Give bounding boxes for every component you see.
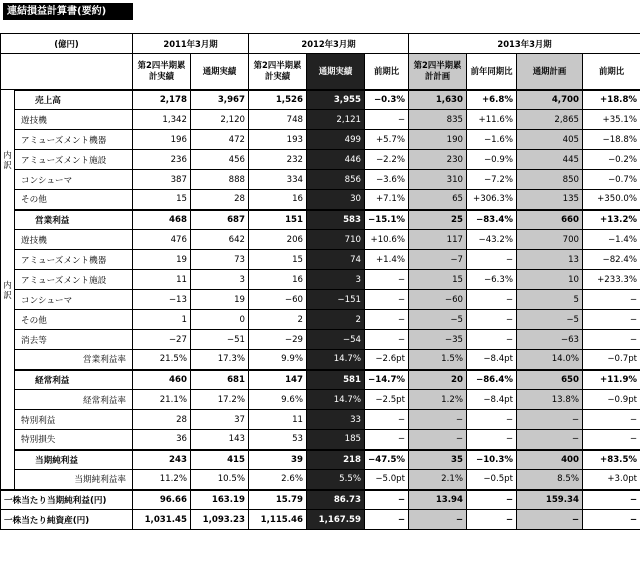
cell-value: 190: [409, 130, 467, 150]
cell-value: 17.3%: [191, 350, 249, 370]
row-label: 遊技機: [15, 110, 133, 130]
cell-value: 1.5%: [409, 350, 467, 370]
cell-value: −: [467, 490, 517, 510]
cell-value: 499: [307, 130, 365, 150]
cell-value: 19: [133, 250, 191, 270]
cell-value: 65: [409, 190, 467, 210]
cell-value: 243: [133, 450, 191, 470]
cell-value: 400: [517, 450, 583, 470]
cell-value: −63: [517, 330, 583, 350]
cell-value: 0: [191, 310, 249, 330]
side-blank: [1, 370, 15, 390]
cell-value: 28: [191, 190, 249, 210]
cell-value: 15: [409, 270, 467, 290]
cell-value: −2.5pt: [365, 390, 409, 410]
cell-value: 2,865: [517, 110, 583, 130]
table-row: [1, 290, 640, 310]
table-row: [1, 190, 640, 210]
cell-value: 5: [517, 290, 583, 310]
cell-value: 17.2%: [191, 390, 249, 410]
cell-value: 4,700: [517, 90, 583, 110]
cell-value: 30: [307, 190, 365, 210]
cell-value: 1: [133, 310, 191, 330]
cell-value: 1,093.23: [191, 510, 249, 530]
cell-value: +11.9%: [583, 370, 640, 390]
side-blank: [1, 350, 15, 370]
cell-value: −: [365, 430, 409, 450]
cell-value: −: [365, 490, 409, 510]
cell-value: −1.6%: [467, 130, 517, 150]
cell-value: −0.7pt: [583, 350, 640, 370]
cell-value: 21.5%: [133, 350, 191, 370]
col-2012-full-actual: 通期実績: [307, 54, 365, 90]
cell-value: 850: [517, 170, 583, 190]
cell-value: 460: [133, 370, 191, 390]
cell-value: −0.7%: [583, 170, 640, 190]
cell-value: 147: [249, 370, 307, 390]
cell-value: −60: [409, 290, 467, 310]
cell-value: 2,121: [307, 110, 365, 130]
cell-value: 232: [249, 150, 307, 170]
cell-value: −: [467, 510, 517, 530]
table-row: [1, 390, 640, 410]
table-row: [1, 250, 640, 270]
row-label: 一株当たり当期純利益(円): [1, 490, 133, 510]
col-2013-cum-plan: 第2四半期累計計画: [409, 54, 467, 90]
table-row: [1, 170, 640, 190]
cell-value: −: [583, 430, 640, 450]
cell-value: 14.0%: [517, 350, 583, 370]
cell-value: −0.3%: [365, 90, 409, 110]
cell-value: −: [409, 430, 467, 450]
cell-value: −0.9%: [467, 150, 517, 170]
cell-value: +306.3%: [467, 190, 517, 210]
cell-value: 16: [249, 270, 307, 290]
cell-value: 334: [249, 170, 307, 190]
cell-value: 445: [517, 150, 583, 170]
table-row: [1, 510, 640, 530]
cell-value: 835: [409, 110, 467, 130]
cell-value: 748: [249, 110, 307, 130]
row-label: 営業利益率: [15, 350, 133, 370]
breakdown-side-label: 内訳: [1, 110, 15, 210]
cell-value: 86.73: [307, 490, 365, 510]
table-row: [1, 270, 640, 290]
cell-value: −: [365, 510, 409, 530]
cell-value: −5: [409, 310, 467, 330]
cell-value: 16: [249, 190, 307, 210]
cell-value: +5.7%: [365, 130, 409, 150]
cell-value: +11.6%: [467, 110, 517, 130]
table-row: [1, 110, 640, 130]
cell-value: 19: [191, 290, 249, 310]
side-blank: [1, 430, 15, 450]
cell-value: 642: [191, 230, 249, 250]
cell-value: −: [583, 510, 640, 530]
cell-value: 700: [517, 230, 583, 250]
breakdown-side-label: 内訳: [1, 230, 15, 350]
fy2013-header: 2013年3月期: [409, 34, 640, 54]
cell-value: 15.79: [249, 490, 307, 510]
cell-value: 1,167.59: [307, 510, 365, 530]
cell-value: 13.94: [409, 490, 467, 510]
cell-value: 14.7%: [307, 350, 365, 370]
cell-value: +6.8%: [467, 90, 517, 110]
cell-value: 36: [133, 430, 191, 450]
row-label: 特別利益: [15, 410, 133, 430]
header-blank: [1, 54, 133, 90]
cell-value: 28: [133, 410, 191, 430]
row-label: 当期純利益率: [15, 470, 133, 490]
row-label: 当期純利益: [15, 450, 133, 470]
row-label: 売上高: [15, 90, 133, 110]
cell-value: −3.6%: [365, 170, 409, 190]
cell-value: −: [467, 250, 517, 270]
row-label: 経常利益率: [15, 390, 133, 410]
cell-value: −5.0pt: [365, 470, 409, 490]
cell-value: −: [517, 510, 583, 530]
cell-value: 3,955: [307, 90, 365, 110]
col-2013-full-plan: 通期計画: [517, 54, 583, 90]
cell-value: 14.7%: [307, 390, 365, 410]
cell-value: 1,630: [409, 90, 467, 110]
side-blank: [1, 450, 15, 470]
cell-value: +7.1%: [365, 190, 409, 210]
cell-value: −14.7%: [365, 370, 409, 390]
cell-value: 33: [307, 410, 365, 430]
cell-value: −5: [517, 310, 583, 330]
cell-value: 2,178: [133, 90, 191, 110]
side-blank: [1, 410, 15, 430]
cell-value: +35.1%: [583, 110, 640, 130]
table-row: [1, 490, 640, 510]
cell-value: 15: [133, 190, 191, 210]
cell-value: 1,526: [249, 90, 307, 110]
cell-value: 11.2%: [133, 470, 191, 490]
col-2012-yoy: 前期比: [365, 54, 409, 90]
cell-value: 218: [307, 450, 365, 470]
cell-value: 468: [133, 210, 191, 230]
cell-value: 2.1%: [409, 470, 467, 490]
table-row: [1, 330, 640, 350]
cell-value: −7: [409, 250, 467, 270]
cell-value: 185: [307, 430, 365, 450]
cell-value: −0.5pt: [467, 470, 517, 490]
cell-value: −18.8%: [583, 130, 640, 150]
cell-value: −86.4%: [467, 370, 517, 390]
col-2011-full-actual: 通期実績: [191, 54, 249, 90]
row-label: コンシューマ: [15, 290, 133, 310]
cell-value: −83.4%: [467, 210, 517, 230]
cell-value: −15.1%: [365, 210, 409, 230]
cell-value: 11: [133, 270, 191, 290]
cell-value: −: [467, 410, 517, 430]
cell-value: −: [409, 510, 467, 530]
cell-value: 39: [249, 450, 307, 470]
cell-value: 206: [249, 230, 307, 250]
cell-value: −6.3%: [467, 270, 517, 290]
cell-value: −: [365, 330, 409, 350]
cell-value: −: [365, 310, 409, 330]
row-label: 一株当たり純資産(円): [1, 510, 133, 530]
side-blank: [1, 390, 15, 410]
cell-value: −: [365, 410, 409, 430]
cell-value: 660: [517, 210, 583, 230]
cell-value: +10.6%: [365, 230, 409, 250]
cell-value: 1,115.46: [249, 510, 307, 530]
fy2012-header: 2012年3月期: [249, 34, 409, 54]
row-label: その他: [15, 190, 133, 210]
statement-title: 連結損益計算書(要約): [3, 3, 133, 20]
cell-value: −: [583, 310, 640, 330]
table-row: [1, 410, 640, 430]
cell-value: +18.8%: [583, 90, 640, 110]
cell-value: −13: [133, 290, 191, 310]
cell-value: +1.4%: [365, 250, 409, 270]
cell-value: 135: [517, 190, 583, 210]
cell-value: 236: [133, 150, 191, 170]
cell-value: 888: [191, 170, 249, 190]
col-2013-prev-yoy: 前年同期比: [467, 54, 517, 90]
cell-value: −29: [249, 330, 307, 350]
cell-value: 310: [409, 170, 467, 190]
cell-value: −: [583, 410, 640, 430]
cell-value: 15: [249, 250, 307, 270]
income-statement-table: [0, 33, 640, 530]
cell-value: −82.4%: [583, 250, 640, 270]
side-blank: [1, 90, 15, 110]
cell-value: −35: [409, 330, 467, 350]
cell-value: 1,031.45: [133, 510, 191, 530]
cell-value: −: [583, 330, 640, 350]
cell-value: −51: [191, 330, 249, 350]
cell-value: 151: [249, 210, 307, 230]
cell-value: 3: [191, 270, 249, 290]
cell-value: −151: [307, 290, 365, 310]
table-row: [1, 210, 640, 230]
unit-label: (億円): [1, 34, 133, 54]
cell-value: −2.6pt: [365, 350, 409, 370]
table-row: [1, 310, 640, 330]
cell-value: −: [467, 430, 517, 450]
cell-value: 21.1%: [133, 390, 191, 410]
cell-value: −10.3%: [467, 450, 517, 470]
fy2011-header: 2011年3月期: [133, 34, 249, 54]
cell-value: +350.0%: [583, 190, 640, 210]
cell-value: 73: [191, 250, 249, 270]
cell-value: −: [517, 430, 583, 450]
header-row-years: [1, 34, 640, 54]
cell-value: 9.9%: [249, 350, 307, 370]
cell-value: +233.3%: [583, 270, 640, 290]
cell-value: 196: [133, 130, 191, 150]
row-label: アミューズメント施設: [15, 270, 133, 290]
cell-value: 193: [249, 130, 307, 150]
cell-value: 650: [517, 370, 583, 390]
cell-value: −: [467, 310, 517, 330]
cell-value: 2: [249, 310, 307, 330]
row-label: コンシューマ: [15, 170, 133, 190]
cell-value: −2.2%: [365, 150, 409, 170]
cell-value: 53: [249, 430, 307, 450]
cell-value: −: [365, 110, 409, 130]
cell-value: 456: [191, 150, 249, 170]
cell-value: 96.66: [133, 490, 191, 510]
cell-value: 476: [133, 230, 191, 250]
cell-value: 10: [517, 270, 583, 290]
cell-value: 25: [409, 210, 467, 230]
cell-value: 20: [409, 370, 467, 390]
cell-value: 159.34: [517, 490, 583, 510]
col-2012-cum-actual: 第2四半期累計実績: [249, 54, 307, 90]
table-row: [1, 470, 640, 490]
table-row: [1, 150, 640, 170]
cell-value: 1,342: [133, 110, 191, 130]
cell-value: 3: [307, 270, 365, 290]
cell-value: 1.2%: [409, 390, 467, 410]
cell-value: 74: [307, 250, 365, 270]
cell-value: 13.8%: [517, 390, 583, 410]
cell-value: 9.6%: [249, 390, 307, 410]
row-label: 経常利益: [15, 370, 133, 390]
row-label: 遊技機: [15, 230, 133, 250]
cell-value: −7.2%: [467, 170, 517, 190]
cell-value: 472: [191, 130, 249, 150]
cell-value: 446: [307, 150, 365, 170]
cell-value: −47.5%: [365, 450, 409, 470]
cell-value: 3,967: [191, 90, 249, 110]
cell-value: −: [409, 410, 467, 430]
cell-value: 583: [307, 210, 365, 230]
cell-value: 415: [191, 450, 249, 470]
cell-value: −: [467, 330, 517, 350]
side-blank: [1, 210, 15, 230]
cell-value: +83.5%: [583, 450, 640, 470]
row-label: 特別損失: [15, 430, 133, 450]
cell-value: 10.5%: [191, 470, 249, 490]
cell-value: 2,120: [191, 110, 249, 130]
row-label: アミューズメント機器: [15, 130, 133, 150]
cell-value: −27: [133, 330, 191, 350]
table-row: [1, 370, 640, 390]
cell-value: 35: [409, 450, 467, 470]
cell-value: 11: [249, 410, 307, 430]
cell-value: 5.5%: [307, 470, 365, 490]
cell-value: 117: [409, 230, 467, 250]
col-2013-yoy: 前期比: [583, 54, 640, 90]
cell-value: +3.0pt: [583, 470, 640, 490]
table-row: [1, 430, 640, 450]
table-row: [1, 230, 640, 250]
cell-value: −54: [307, 330, 365, 350]
cell-value: 8.5%: [517, 470, 583, 490]
cell-value: 143: [191, 430, 249, 450]
cell-value: −8.4pt: [467, 350, 517, 370]
cell-value: −0.9pt: [583, 390, 640, 410]
cell-value: 710: [307, 230, 365, 250]
cell-value: −: [365, 270, 409, 290]
cell-value: 37: [191, 410, 249, 430]
cell-value: 856: [307, 170, 365, 190]
cell-value: −60: [249, 290, 307, 310]
cell-value: 2: [307, 310, 365, 330]
cell-value: −43.2%: [467, 230, 517, 250]
cell-value: 681: [191, 370, 249, 390]
cell-value: 387: [133, 170, 191, 190]
cell-value: 163.19: [191, 490, 249, 510]
cell-value: 581: [307, 370, 365, 390]
cell-value: +13.2%: [583, 210, 640, 230]
cell-value: 230: [409, 150, 467, 170]
header-row-columns: [1, 54, 640, 90]
row-label: 消去等: [15, 330, 133, 350]
cell-value: 687: [191, 210, 249, 230]
cell-value: −1.4%: [583, 230, 640, 250]
cell-value: −8.4pt: [467, 390, 517, 410]
cell-value: 13: [517, 250, 583, 270]
cell-value: 2.6%: [249, 470, 307, 490]
row-label: アミューズメント施設: [15, 150, 133, 170]
side-blank: [1, 470, 15, 490]
cell-value: −: [467, 290, 517, 310]
row-label: アミューズメント機器: [15, 250, 133, 270]
cell-value: −: [517, 410, 583, 430]
row-label: その他: [15, 310, 133, 330]
table-row: [1, 130, 640, 150]
col-2011-cum-actual: 第2四半期累計実績: [133, 54, 191, 90]
table-row: [1, 90, 640, 110]
cell-value: −: [583, 290, 640, 310]
table-row: [1, 350, 640, 370]
cell-value: −: [583, 490, 640, 510]
cell-value: 405: [517, 130, 583, 150]
cell-value: −: [365, 290, 409, 310]
table-row: [1, 450, 640, 470]
cell-value: −0.2%: [583, 150, 640, 170]
row-label: 営業利益: [15, 210, 133, 230]
